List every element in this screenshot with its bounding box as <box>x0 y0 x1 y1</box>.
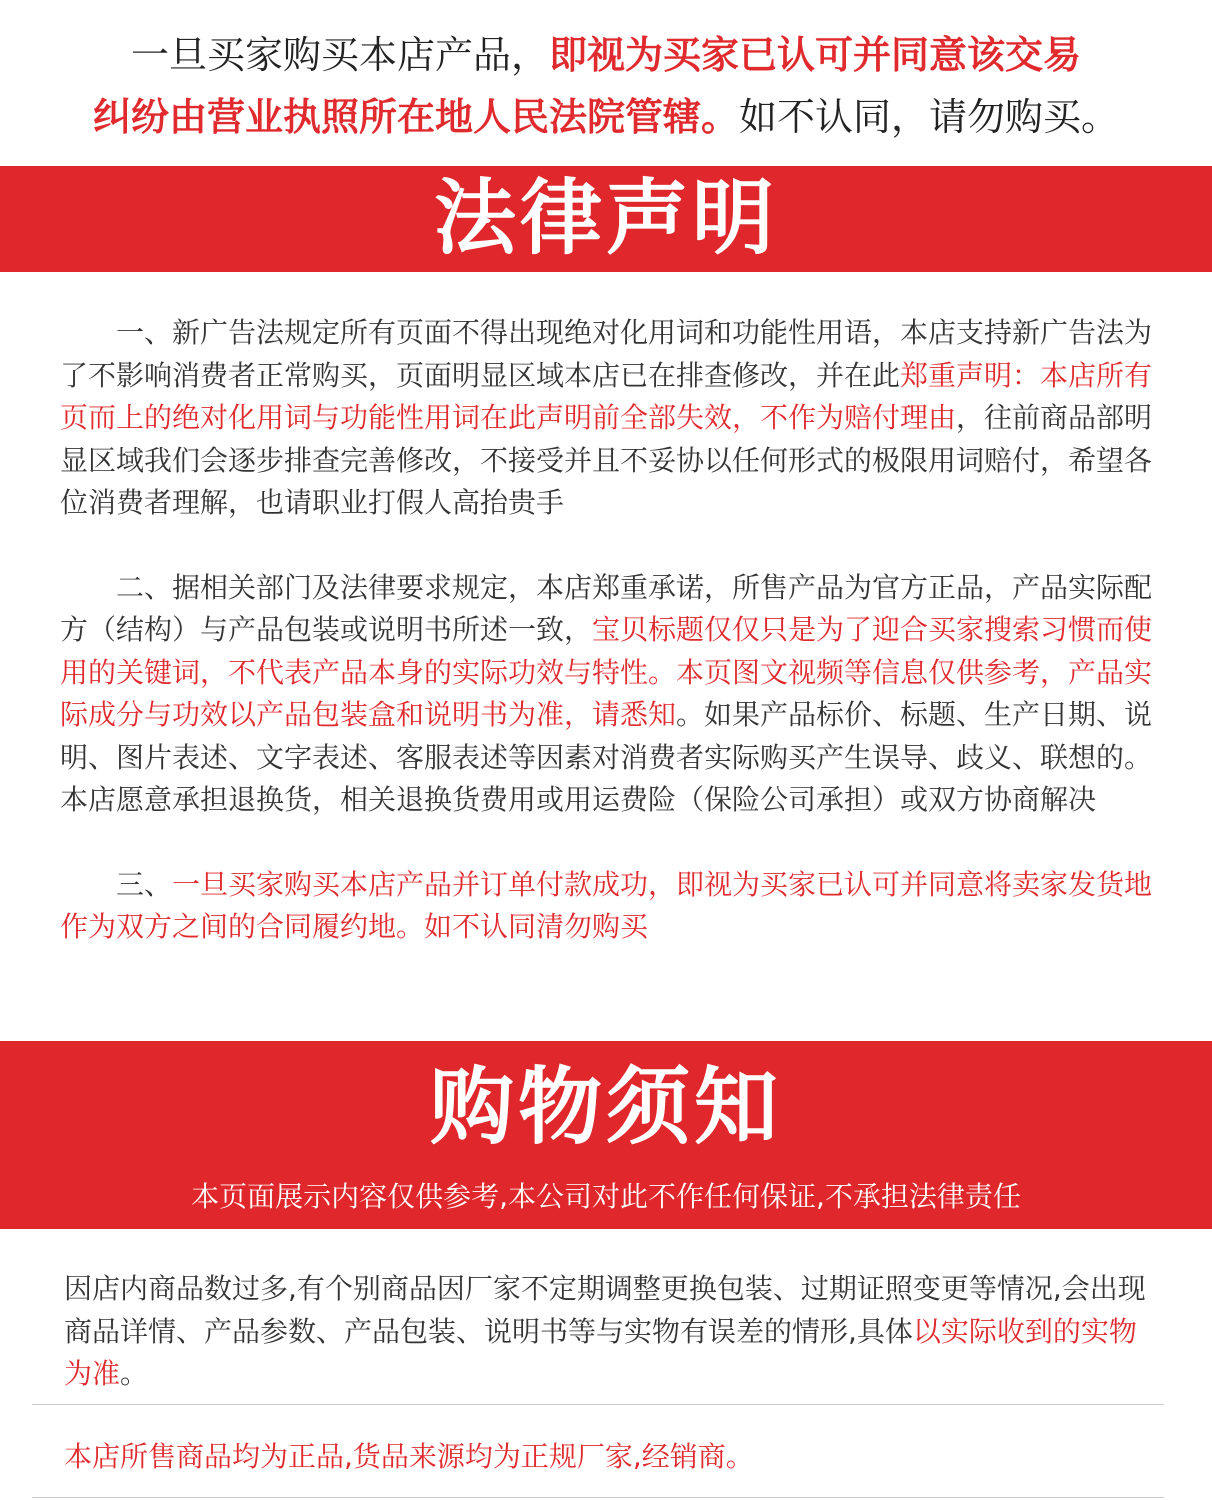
shopping-notice-title: 购物须知 <box>429 1058 782 1156</box>
legal-p1-highlight: 郑重声明：本店所有页而上的绝对化用词与功能性用词在此声明前全部失效，不作为赔付理由 <box>60 358 1153 434</box>
shopping-notice-body <box>64 1268 1160 1396</box>
legal-statement-body <box>60 312 1160 949</box>
top-notice <box>0 24 1212 148</box>
shopping-genuine-note: 本店所售商品均为正品,货品来源均为正规厂家,经销商。 <box>64 1440 754 1473</box>
legal-p2-highlight: 宝贝标题仅仅只是为了迎合买家搜索习惯而使用的关键词，不代表产品本身的实际功效与特性。本页图文视频等信息仅供参考，产品实际成分与功效以产品包装盒和说明书为准，请悉知 <box>60 613 1153 731</box>
legal-paragraph-1 <box>60 312 1160 525</box>
legal-p1-text: 一、新广告法规定所有页面不得出现绝对化用词和功能性用语，本店支持新广告法为了不影响消费者正常购买，页面明显区域本店已在排查修改，并在此 <box>60 316 1153 392</box>
legal-statement-banner <box>0 166 1212 272</box>
top-notice-line-1 <box>0 24 1212 86</box>
shopping-notice-banner <box>0 1041 1212 1229</box>
divider <box>32 1497 1164 1498</box>
legal-p3-text: 三、 <box>116 867 173 901</box>
shopping-paragraph-1 <box>64 1268 1160 1396</box>
top-notice-normal-text: 一旦买家购买本店产品， <box>130 33 549 77</box>
legal-paragraph-2 <box>60 567 1160 822</box>
legal-p2-text: 二、据相关部门及法律要求规定，本店郑重承诺，所售产品为官方正品，产品实际配方（结构）与产品包装或说明书所述一致， <box>60 570 1153 646</box>
legal-p1-text-end: ，往前商品部明显区域我们会逐步排查完善修改，不接受并且不妥协以任何形式的极限用词赔付，希望各位消费者理解，也请职业打假人高抬贵手 <box>60 401 1153 519</box>
legal-p2-text-end: 。如果产品标价、标题、生产日期、说明、图片表述、文字表述、客服表述等因素对消费者实际购买产生误导、歧义、联想的。本店愿意承担退换货，相关退换货费用或用运费险（保险公司承担）或双方协商解决 <box>60 698 1153 816</box>
top-notice-line-2 <box>0 86 1212 148</box>
shopping-p1-text-end: 。 <box>120 1357 149 1390</box>
shopping-p1-text: 因店内商品数过多,有个别商品因厂家不定期调整更换包装、过期证照变更等情况,会出现商品详情、产品参数、产品包装、说明书等与实物有误差的情形,具体 <box>64 1272 1146 1348</box>
top-notice-emphasis-text: 即视为买家已认可并同意该交易 <box>549 33 1082 77</box>
shopping-notice-subtitle: 本页面展示内容仅供参考,本公司对此不作任何保证,不承担法律责任 <box>191 1180 1021 1213</box>
divider <box>32 1404 1164 1405</box>
top-notice-normal-text: 如不认同，请勿购买。 <box>739 95 1120 139</box>
legal-statement-title: 法律声明 <box>433 171 778 266</box>
legal-paragraph-3 <box>60 864 1160 949</box>
shopping-p1-highlight: 以实际收到的实物为准 <box>64 1314 1137 1390</box>
legal-p3-highlight: 一旦买家购买本店产品并订单付款成功，即视为买家已认可并同意将卖家发货地作为双方之间的合同履约地。如不认同清勿购买 <box>60 867 1153 943</box>
top-notice-emphasis-text: 纠纷由营业执照所在地人民法院管辖。 <box>92 95 739 139</box>
